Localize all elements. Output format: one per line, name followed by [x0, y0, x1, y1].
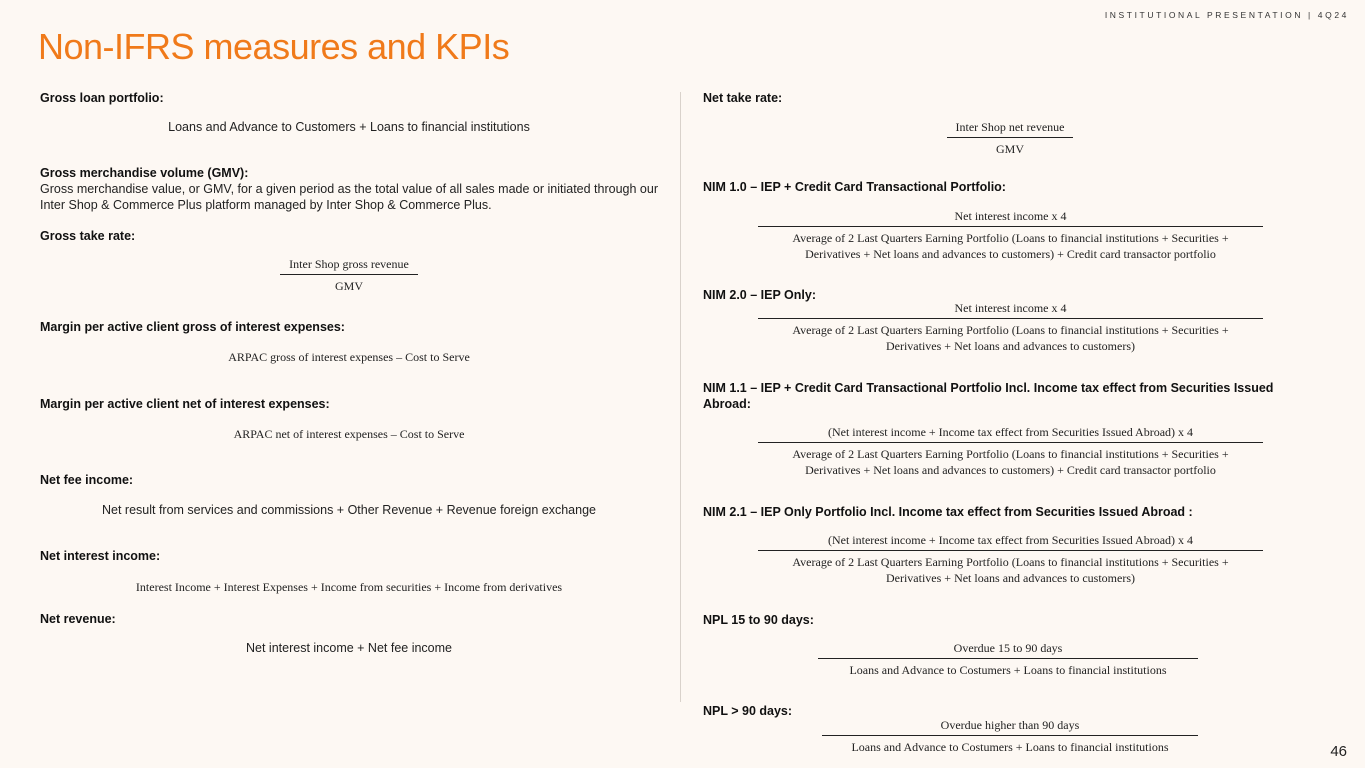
margin-net-heading: Margin per active client net of interest expenses: — [40, 397, 330, 411]
denominator-line-1: Average of 2 Last Quarters Earning Portfolio (Loans to financial institutions + Securities + — [792, 555, 1229, 569]
gross-loan-heading: Gross loan portfolio: — [40, 91, 164, 105]
fraction-denominator — [758, 551, 1263, 586]
nim-1-1-fraction — [758, 425, 1263, 478]
margin-gross-heading: Margin per active client gross of interest expenses: — [40, 320, 345, 334]
gross-take-rate-fraction — [280, 257, 418, 294]
fraction-numerator: Inter Shop net revenue — [947, 120, 1073, 138]
margin-gross-formula: ARPAC gross of interest expenses – Cost to Serve — [228, 350, 470, 364]
fraction-numerator: (Net interest income + Income tax effect from Securities Issued Abroad) x 4 — [758, 425, 1263, 443]
net-revenue-formula: Net interest income + Net fee income — [246, 641, 452, 655]
net-interest-formula: Interest Income + Interest Expenses + Income from securities + Income from derivatives — [135, 580, 563, 594]
fraction-denominator — [758, 319, 1263, 354]
denominator-line-2: Derivatives + Net loans and advances to customers) + Credit card transactor portfolio — [805, 247, 1216, 261]
denominator-line-1: Average of 2 Last Quarters Earning Portfolio (Loans to financial institutions + Securities + — [792, 231, 1229, 245]
nim-2-0-fraction — [758, 301, 1263, 354]
fraction-numerator: Inter Shop gross revenue — [280, 257, 418, 275]
net-take-rate-heading: Net take rate: — [703, 91, 783, 105]
net-interest-heading: Net interest income: — [40, 549, 161, 563]
net-fee-heading: Net fee income: — [40, 473, 134, 487]
gross-take-rate-heading: Gross take rate: — [40, 229, 136, 243]
nim-1-0-fraction — [758, 209, 1263, 262]
column-divider — [680, 92, 681, 702]
fraction-numerator: Overdue 15 to 90 days — [818, 641, 1198, 659]
fraction-denominator: GMV — [995, 142, 1024, 156]
nim-2-0-heading: NIM 2.0 – IEP Only: — [703, 288, 817, 302]
npl-90-fraction — [822, 718, 1198, 755]
nim-1-1-heading: NIM 1.1 – IEP + Credit Card Transactional Portfolio Incl. Income tax effect from Securities Issued Abroad: — [703, 381, 1274, 411]
net-take-rate-fraction — [947, 120, 1073, 157]
fraction-denominator: GMV — [334, 279, 363, 293]
nim-1-0-heading: NIM 1.0 – IEP + Credit Card Transactional Portfolio: — [703, 180, 1006, 194]
gmv-description: Gross merchandise value, or GMV, for a given period as the total value of all sales made or initiated through our Inter Shop & Commerce Plus platform managed by Inter Shop & Commerce Plus. — [40, 182, 658, 212]
fraction-denominator — [758, 443, 1263, 478]
page-number: 46 — [1330, 743, 1347, 760]
net-fee-formula: Net result from services and commissions + Other Revenue + Revenue foreign exchange — [102, 503, 596, 517]
denominator-line-2: Derivatives + Net loans and advances to customers) — [885, 571, 1136, 585]
net-revenue-heading: Net revenue: — [40, 612, 116, 626]
presentation-tag: INSTITUTIONAL PRESENTATION | 4Q24 — [1104, 10, 1349, 20]
page-title: Non-IFRS measures and KPIs — [38, 26, 510, 67]
margin-net-formula: ARPAC net of interest expenses – Cost to Serve — [233, 427, 465, 441]
fraction-denominator — [758, 227, 1263, 262]
fraction-numerator: (Net interest income + Income tax effect from Securities Issued Abroad) x 4 — [758, 533, 1263, 551]
npl-15-90-fraction — [818, 641, 1198, 678]
denominator-line-2: Derivatives + Net loans and advances to customers) — [885, 339, 1136, 353]
nim-2-1-heading: NIM 2.1 – IEP Only Portfolio Incl. Income tax effect from Securities Issued Abroad : — [703, 505, 1193, 519]
denominator-line-1: Average of 2 Last Quarters Earning Portfolio (Loans to financial institutions + Securities + — [792, 323, 1229, 337]
fraction-numerator: Net interest income x 4 — [758, 301, 1263, 319]
nim-2-1-fraction — [758, 533, 1263, 586]
npl-15-90-heading: NPL 15 to 90 days: — [703, 613, 814, 627]
gross-loan-formula: Loans and Advance to Customers + Loans to financial institutions — [168, 120, 530, 134]
fraction-numerator: Overdue higher than 90 days — [822, 718, 1198, 736]
gmv-heading: Gross merchandise volume (GMV): — [40, 166, 249, 180]
denominator-line-2: Derivatives + Net loans and advances to customers) + Credit card transactor portfolio — [805, 463, 1216, 477]
fraction-denominator: Loans and Advance to Costumers + Loans to financial institutions — [851, 740, 1169, 754]
denominator-line-1: Average of 2 Last Quarters Earning Portfolio (Loans to financial institutions + Securities + — [792, 447, 1229, 461]
npl-90-heading: NPL > 90 days: — [703, 704, 793, 718]
fraction-numerator: Net interest income x 4 — [758, 209, 1263, 227]
fraction-denominator: Loans and Advance to Costumers + Loans to financial institutions — [849, 663, 1167, 677]
